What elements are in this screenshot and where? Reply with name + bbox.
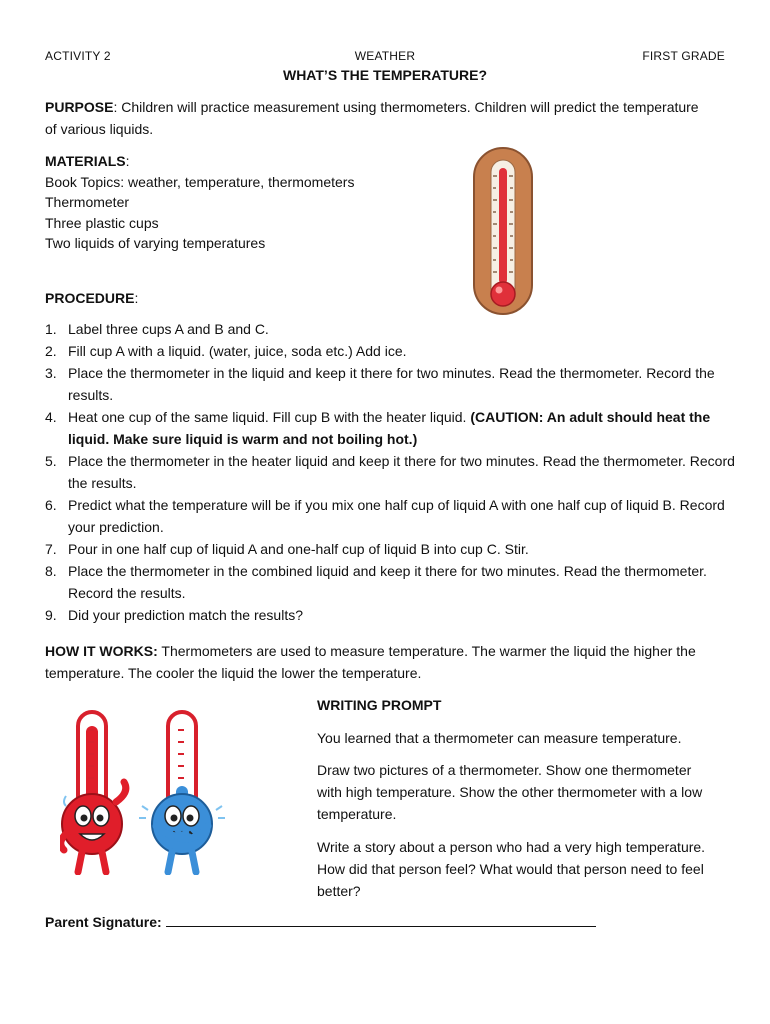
procedure-step: 9. Did your prediction match the results? (45, 607, 303, 623)
writing-prompt-paragraph: Write a story about a person who had a very high temperature. How did that person feel? What would that person need to feel better? (317, 839, 706, 899)
thermometer-characters-illustration (60, 700, 300, 875)
materials-item: Three plastic cups (45, 214, 159, 231)
how-it-works-section (45, 640, 730, 684)
purpose-text: : Children will practice measurement using thermometers. Children will predict the temperature of various liquids. (45, 99, 699, 137)
procedure-step: 3. Place the thermometer in the liquid and keep it there for two minutes. Read the thermometer. Record the results. (45, 365, 715, 403)
cold-thermometer-character-icon (139, 712, 225, 872)
writing-prompt-paragraph: You learned that a thermometer can measure temperature. (317, 730, 682, 746)
parent-signature-field[interactable] (45, 913, 596, 930)
materials-item: Two liquids of varying temperatures (45, 235, 266, 251)
hot-thermometer-character-icon (61, 712, 126, 872)
procedure-list (45, 318, 735, 626)
procedure-label: PROCEDURE (45, 290, 135, 306)
signature-line[interactable] (166, 913, 596, 927)
purpose-section (45, 96, 705, 140)
procedure-step: 7. Pour in one half cup of liquid A and one-half cup of liquid B into cup C. Stir. (45, 541, 529, 557)
thermometer-icon (458, 142, 550, 320)
parent-signature-label: Parent Signature: (45, 914, 162, 930)
procedure-step: 6. Predict what the temperature will be if you mix one half cup of liquid A with one half cup of liquid B. Record your prediction. (45, 497, 725, 535)
activity-label: ACTIVITY 2 (45, 49, 111, 63)
procedure-step: 1. Label three cups A and B and C. (45, 321, 269, 337)
procedure-step: 5. Place the thermometer in the heater liquid and keep it there for two minutes. Read the thermometer. Record the results. (45, 453, 735, 491)
how-it-works-label: HOW IT WORKS: (45, 643, 158, 659)
materials-section: MATERIALS: Book Topics: weather, temperature, thermometers Thermometer Three plastic cups Two liquids of varying temperatures (45, 151, 405, 254)
caution-note: (CAUTION: An adult should heat the liquid. Make sure liquid is warm and not boiling hot.) (68, 409, 711, 447)
procedure-heading: PROCEDURE: (45, 290, 139, 306)
writing-prompt-paragraph: Draw two pictures of a thermometer. Show one thermometer with high temperature. Show the other thermometer with a low temperature. (317, 762, 703, 822)
purpose-label: PURPOSE (45, 99, 114, 115)
procedure-step: 2. Fill cup A with a liquid. (water, juice, soda etc.) Add ice. (45, 343, 407, 359)
materials-label: MATERIALS (45, 153, 126, 169)
writing-prompt-label: WRITING PROMPT (317, 697, 442, 713)
procedure-step: 4. Heat one cup of the same liquid. Fill cup B with the heater liquid. (CAUTION: An adult should heat the liquid. Make sure liquid is warm and not boiling hot.) (45, 409, 711, 447)
procedure-step: 8. Place the thermometer in the combined liquid and keep it there for two minutes. Read the thermometer. Record the results. (45, 563, 707, 601)
materials-item: Thermometer (45, 194, 130, 210)
grade-label: FIRST GRADE (642, 49, 725, 63)
page-title: WHAT’S THE TEMPERATURE? (282, 67, 488, 83)
materials-item: Book Topics: weather, temperature, thermometers (45, 173, 355, 190)
subject-label: WEATHER (354, 49, 416, 63)
how-it-works-text: Thermometers are used to measure temperature. The warmer the liquid the higher the temperature. The cooler the liquid the lower the temperature. (45, 643, 696, 681)
